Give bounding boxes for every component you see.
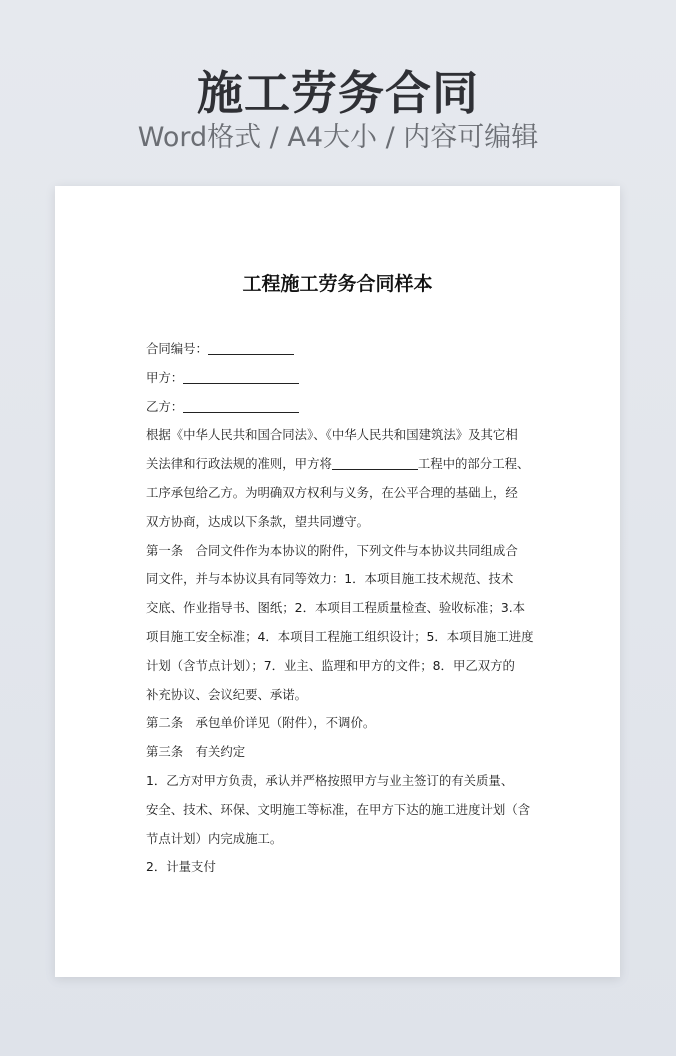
intro-line-3: 工序承包给乙方。为明确双方权利与义务，在公平合理的基础上，经 [146,484,518,500]
party-b-blank [183,396,299,413]
article-3-line-4: 2．计量支付 [146,859,216,875]
article-1-line-2: 同文件，并与本协议具有同等效力：1．本项目施工技术规范、技术 [146,571,514,587]
intro-line-2 [146,450,541,479]
article-3-line-2: 安全、技术、环保、文明施工等标准，在甲方下达的施工进度计划（含 [146,801,531,817]
banner-subtitle: Word格式 / A4大小 / 内容可编辑 [137,122,539,153]
contract-number-line [146,335,541,364]
banner-title: 施工劳务合同 [197,66,479,120]
article-1-line-6: 补充协议、会议纪要、承诺。 [146,686,308,702]
article-1-line-1: 第一条 合同文件作为本协议的附件，下列文件与本协议共同组成合 [146,542,518,558]
document-body [146,335,541,882]
article-1-line-4: 项目施工安全标准；4．本项目工程施工组织设计；5．本项目施工进度 [146,628,534,644]
intro-line-2-text-a: 关法律和行政法规的准则，甲方将 [146,456,332,472]
article-3-line-3: 节点计划）内完成施工。 [146,830,283,846]
intro-line-2-text-b: 工程中的部分工程、 [417,456,530,472]
article-3-heading: 第三条 有关约定 [146,744,246,760]
article-2: 第二条 承包单价详见（附件），不调价。 [146,715,376,731]
contract-number-label: 合同编号： [146,341,208,356]
party-a-blank [183,367,299,384]
intro-line-4: 双方协商，达成以下条款，望共同遵守。 [146,513,370,529]
contract-number-blank [208,338,294,355]
article-1-line-5: 计划（含节点计划）；7．业主、监理和甲方的文件；8．甲乙双方的 [146,657,515,673]
article-1-line-3: 交底、作业指导书、图纸；2．本项目工程质量检查、验收标准；3.本 [146,600,526,616]
project-name-blank [332,453,418,470]
party-a-label: 甲方： [146,369,184,385]
document-title: 工程施工劳务合同样本 [242,273,433,295]
party-b-label: 乙方： [146,398,184,414]
intro-line-1: 根据《中华人民共和国合同法》、《中华人民共和国建筑法》及其它相 [146,427,518,443]
document-page [55,186,620,977]
article-3-line-1: 1．乙方对甲方负责，承认并严格按照甲方与业主签订的有关质量、 [146,772,514,788]
party-b-line [146,393,541,422]
party-a-line [146,364,541,393]
